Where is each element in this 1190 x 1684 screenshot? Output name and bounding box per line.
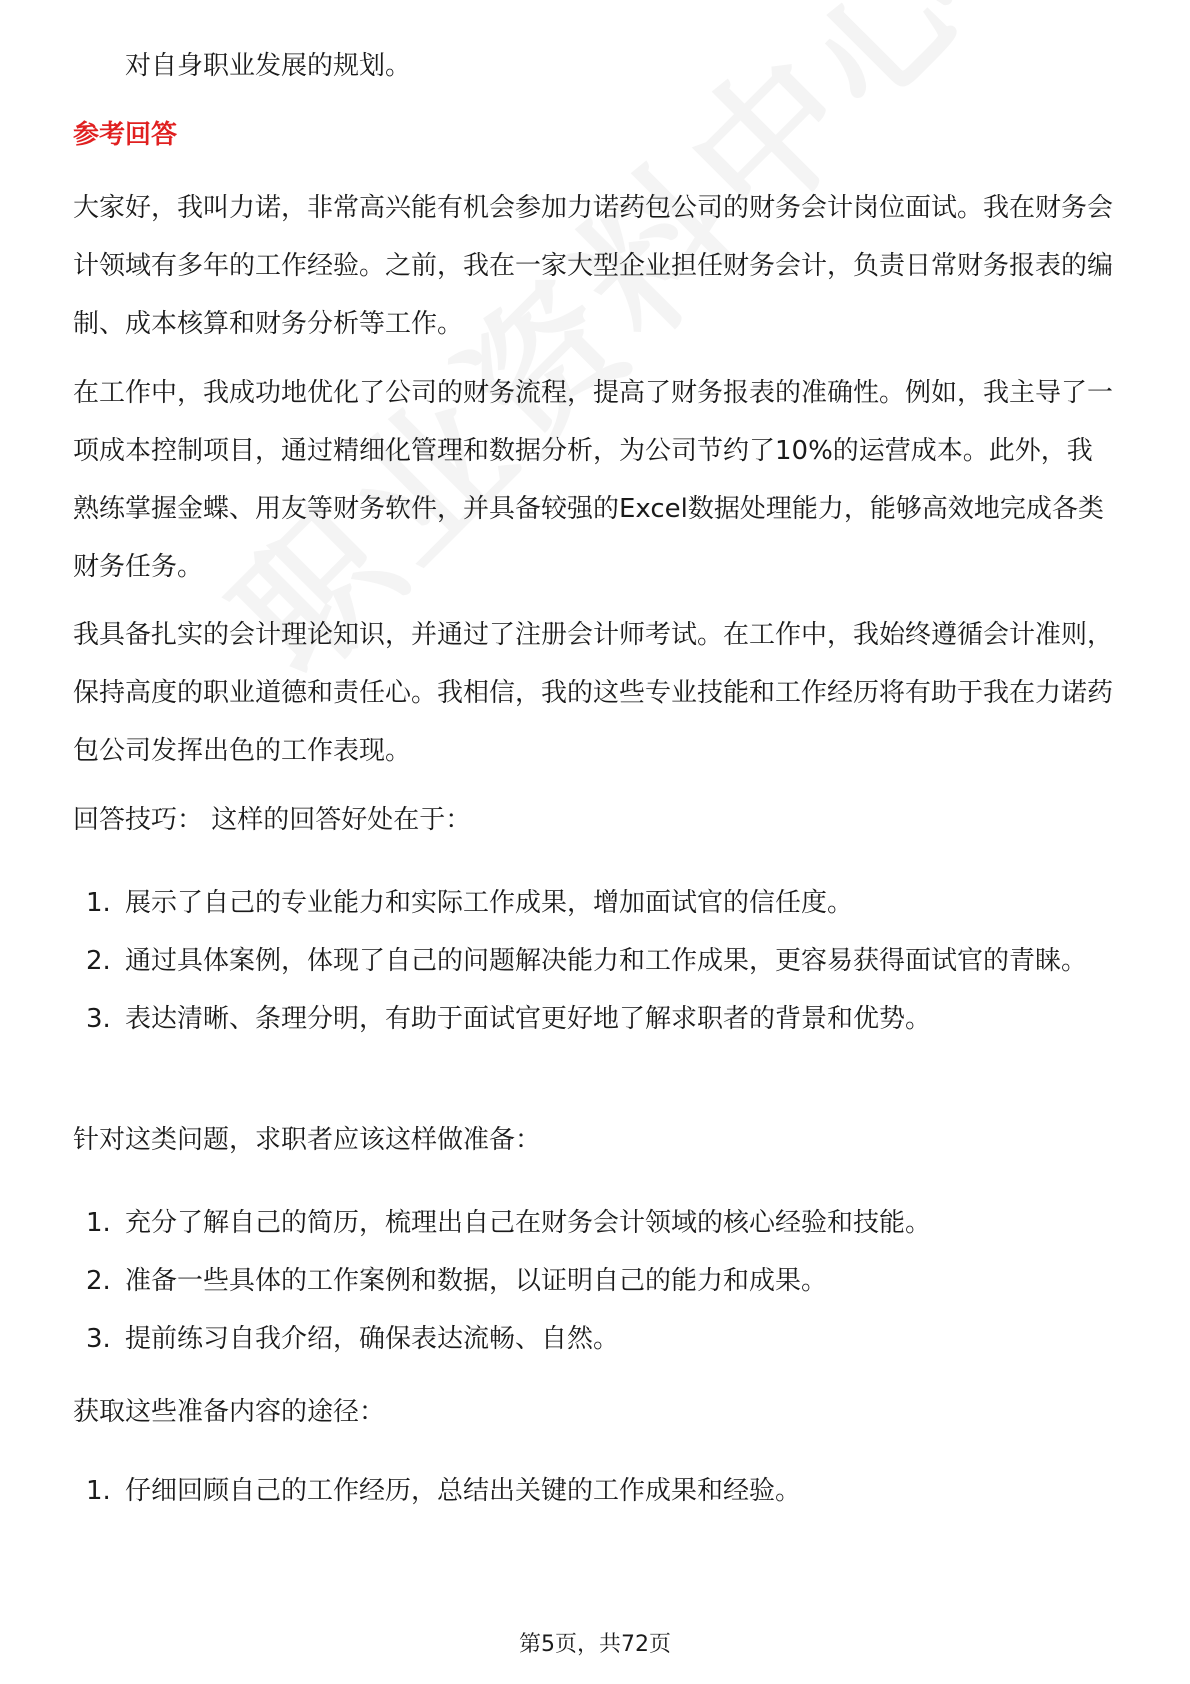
tips-label: 回答技巧： 这样的回答好处在于： xyxy=(73,805,472,835)
list-item xyxy=(73,1252,1118,1310)
list-item xyxy=(73,874,1118,932)
answer-paragraph-3: 我具备扎实的会计理论知识，并通过了注册会计师考试。在工作中，我始终遵循会计准则，保持高度的职业道德和责任心。我相信，我的这些专业技能和工作经历将有助于我在力诺药包公司发挥出色的工作表现。 xyxy=(73,620,1114,766)
list-item xyxy=(73,990,1118,1048)
list-item-text: 通过具体案例，体现了自己的问题解决能力和工作成果，更容易获得面试官的青睐。 xyxy=(125,946,1088,976)
list-item xyxy=(73,1310,1118,1368)
list-item-text: 准备一些具体的工作案例和数据，以证明自己的能力和成果。 xyxy=(125,1266,828,1296)
answer-paragraph-1: 大家好，我叫力诺，非常高兴能有机会参加力诺药包公司的财务会计岗位面试。我在财务会计领域有多年的工作经验。之前，我在一家大型企业担任财务会计，负责日常财务报表的编制、成本核算和财务分析等工作。 xyxy=(73,193,1114,339)
list-number: 1. xyxy=(86,1476,111,1506)
prep-list xyxy=(73,1194,1118,1368)
list-item-text: 展示了自己的专业能力和实际工作成果，增加面试官的信任度。 xyxy=(125,888,854,918)
tips-list xyxy=(73,874,1118,1048)
list-item-text: 提前练习自我介绍，确保表达流畅、自然。 xyxy=(125,1324,620,1354)
source-label: 获取这些准备内容的途径： xyxy=(73,1397,386,1427)
answer-paragraph-2: 在工作中，我成功地优化了公司的财务流程，提高了财务报表的准确性。例如，我主导了一项成本控制项目，通过精细化管理和数据分析，为公司节约了10%的运营成本。此外，我熟练掌握金蝶、用友等财务软件，并具备较强的Excel数据处理能力，能够高效地完成各类财务任务。 xyxy=(73,378,1114,582)
answer-heading: 参考回答 xyxy=(73,120,178,150)
list-number: 3. xyxy=(86,1324,111,1354)
list-number: 2. xyxy=(86,1266,111,1296)
page-footer: 第5页，共72页 xyxy=(519,1632,671,1657)
list-item-text: 充分了解自己的简历，梳理出自己在财务会计领域的核心经验和技能。 xyxy=(125,1208,932,1238)
list-item xyxy=(73,932,1118,990)
list-item-text: 仔细回顾自己的工作经历，总结出关键的工作成果和经验。 xyxy=(125,1476,802,1506)
list-number: 1. xyxy=(86,888,111,918)
list-item-text: 表达清晰、条理分明，有助于面试官更好地了解求职者的背景和优势。 xyxy=(125,1004,932,1034)
list-item xyxy=(73,1462,1118,1520)
list-number: 3. xyxy=(86,1004,111,1034)
prep-label: 针对这类问题，求职者应该这样做准备： xyxy=(73,1125,542,1155)
list-number: 1. xyxy=(86,1208,111,1238)
list-number: 2. xyxy=(86,946,111,976)
list-item xyxy=(73,1194,1118,1252)
lead-line: 对自身职业发展的规划。 xyxy=(125,51,412,81)
source-list xyxy=(73,1462,1118,1520)
